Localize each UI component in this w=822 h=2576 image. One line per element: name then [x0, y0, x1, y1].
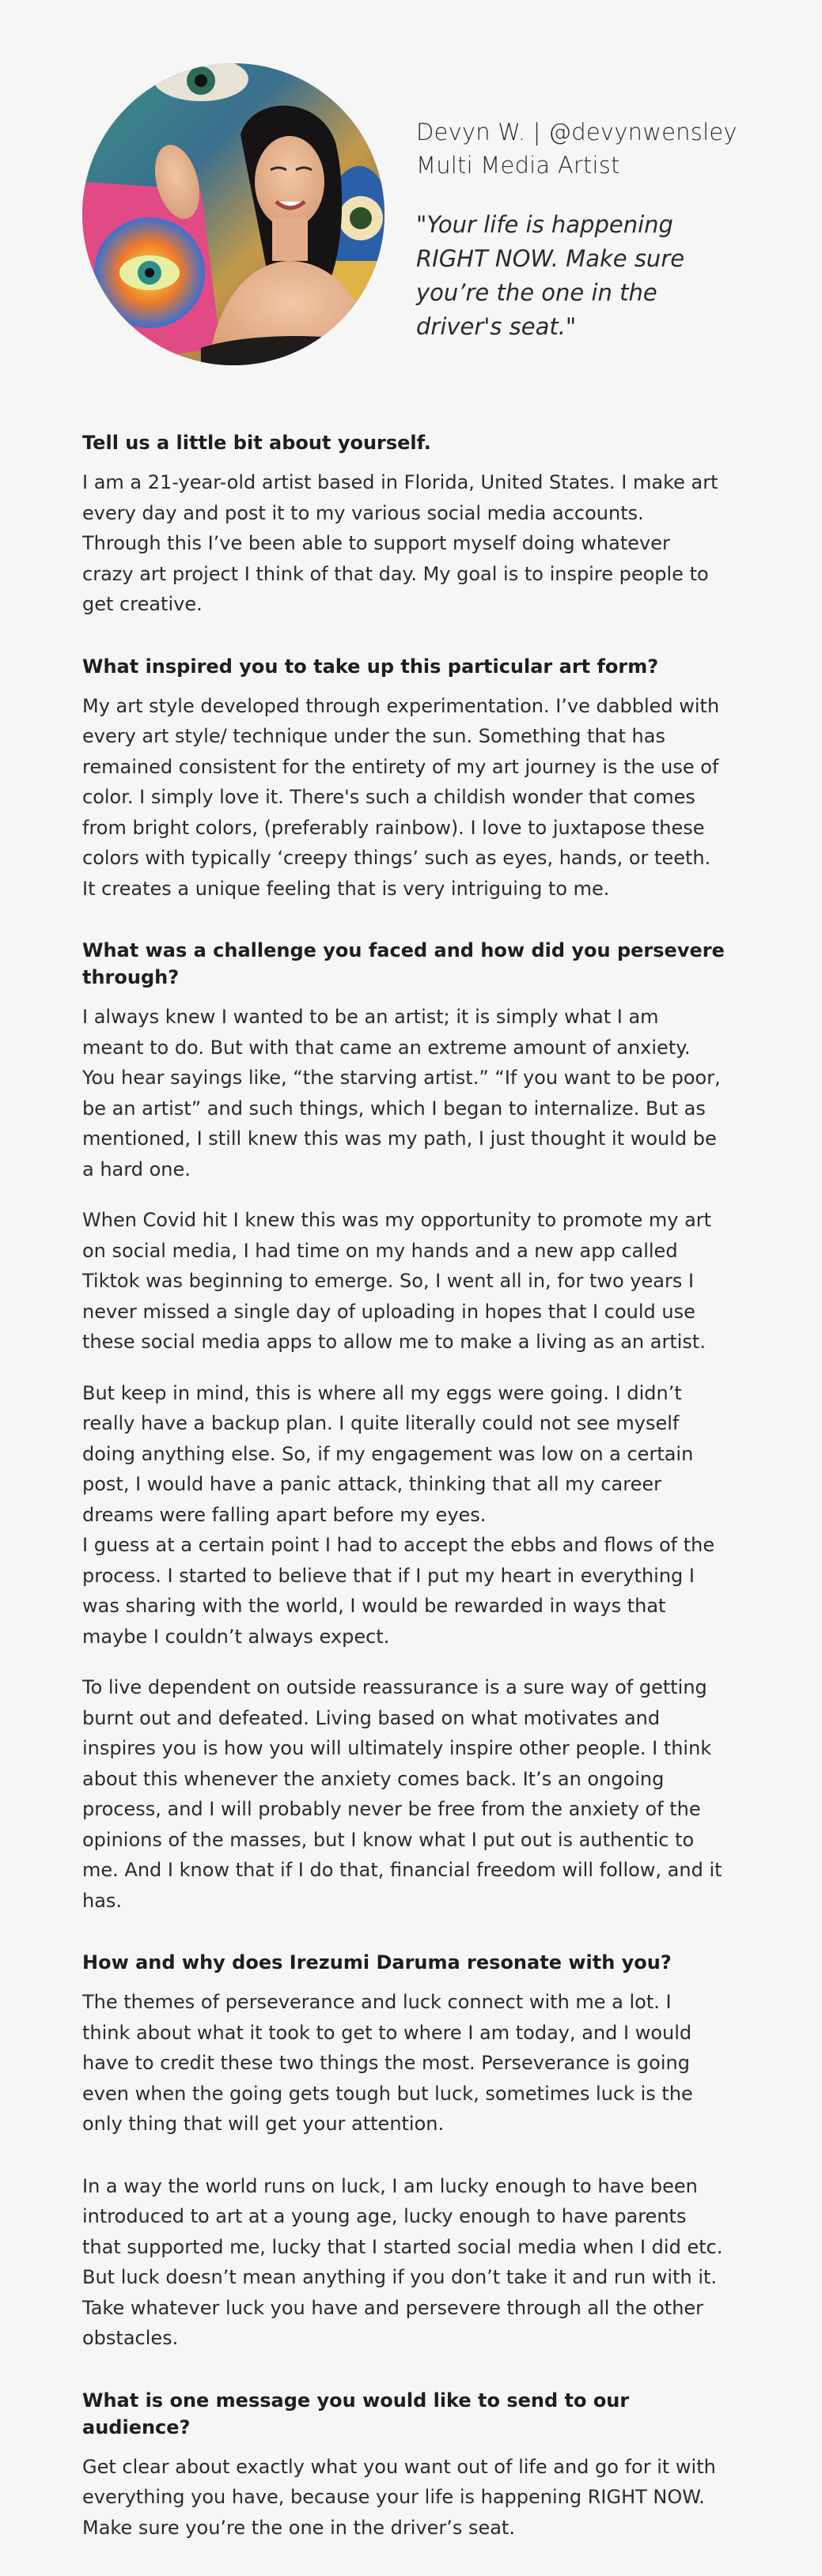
artist-role: Multi Media Artist: [416, 152, 620, 179]
answer-paragraph: When Covid hit I knew this was my opportunity to promote my art on social media, I had time on my hands and a new app called Tiktok was beginning to emerge. So, I went all in, for two years I never missed a single day of uploading in hopes that I could use these social media apps to allow me to make a living as an artist.: [82, 1209, 712, 1353]
answer-paragraph: The themes of perseverance and luck connect with me a lot. I think about what it took to get to where I am today, and I would have to credit these two things the most. Perseverance is going even when the going gets tough but luck, sometimes luck is the only thing that will get your attention.: [82, 1991, 693, 2135]
answer-paragraph: In a way the world runs on luck, I am lucky enough to have been introduced to art at a young age, lucky enough to have parents that supported me, lucky that I started social media when I did etc. But luck doesn’t mean anything if you don’t take it and run with it. Take whatever luck you have and persevere through all the other obstacles.: [82, 2174, 723, 2349]
portrait-illustration: [82, 63, 384, 365]
qa-irezumi-daruma: [82, 1949, 725, 2354]
answer-paragraph: I guess at a certain point I had to accept the ebbs and flows of the process. I started to believe that if I put my heart in everything I was sharing with the world, I would be rewarded in ways that maybe I couldn’t always expect.: [82, 1534, 715, 1648]
answer-paragraph: But keep in mind, this is where all my eggs were going. I didn’t really have a backup plan. I quite literally could not see myself doing anything else. So, if my engagement was low on a certain post, I would have a panic attack, thinking that all my career dreams were falling apart before my eyes.: [82, 1381, 694, 1526]
profile-intro: [416, 115, 737, 344]
question-heading: What is one message you would like to send to our audience?: [82, 2389, 630, 2438]
answer-paragraph: I am a 21-year-old artist based in Florida, United States. I make art every day and post it to my various social media accounts. Through this I’ve been able to support myself doing whatever crazy art project I think of that day. My goal is to inspire people to get creative.: [82, 471, 718, 615]
answer-paragraph: I always knew I wanted to be an artist; it is simply what I am meant to do. But with that came an extreme amount of anxiety. You hear sayings like, “the starving artist.” “If you want to be poor, be an artist” and such things, which I began to internalize. But as mentioned, I still knew this was my path, I just thought it would be a hard one.: [82, 1006, 721, 1180]
answer-paragraph: My art style developed through experimentation. I’ve dabbled with every art style/ technique under the sun. Something that has remained consistent for the entirety of my art journey is the use of color. I simply love it. There's such a childish wonder that comes from bright colors, (preferably rainbow). I love to juxtapose these colors with typically ‘creepy things’ such as eyes, hands, or teeth. It creates a unique feeling that is very intriguing to me.: [82, 694, 720, 900]
interview-content: [82, 429, 725, 2576]
question-heading: How and why does Irezumi Daruma resonate with you?: [82, 1951, 672, 1974]
question-heading: What inspired you to take up this particular art form?: [82, 655, 659, 678]
qa-about-yourself: [82, 429, 725, 620]
question-heading: What was a challenge you faced and how did you persevere through?: [82, 939, 725, 988]
answer-paragraph: To live dependent on outside reassurance is a sure way of getting burnt out and defeated. Living based on what motivates and inspires you is how you will ultimately inspire other people. I think about this whenever the anxiety comes back. It’s an ongoing process, and I will probably never be free from the anxiety of the opinions of the masses, but I know what I put out is authentic to me. And I know that if I do that, financial freedom will follow, and it has.: [82, 1676, 722, 1912]
answer-paragraph: Get clear about exactly what you want out of life and go for it with everything you have, because your life is happening RIGHT NOW. Make sure you’re the one in the driver’s seat.: [82, 2455, 716, 2539]
question-heading: Tell us a little bit about yourself.: [82, 432, 431, 454]
profile-header: [82, 63, 737, 365]
artist-quote: "Your life is happening RIGHT NOW. Make sure you’re the one in the driver's seat.": [416, 211, 685, 340]
qa-challenge: [82, 937, 725, 1916]
qa-message-to-audience: [82, 2387, 725, 2544]
artist-name-handle: Devyn W. | @devynwensley: [416, 119, 737, 145]
qa-inspiration: [82, 653, 725, 905]
interview-page: [82, 63, 737, 2539]
portrait-photo: [82, 63, 384, 365]
